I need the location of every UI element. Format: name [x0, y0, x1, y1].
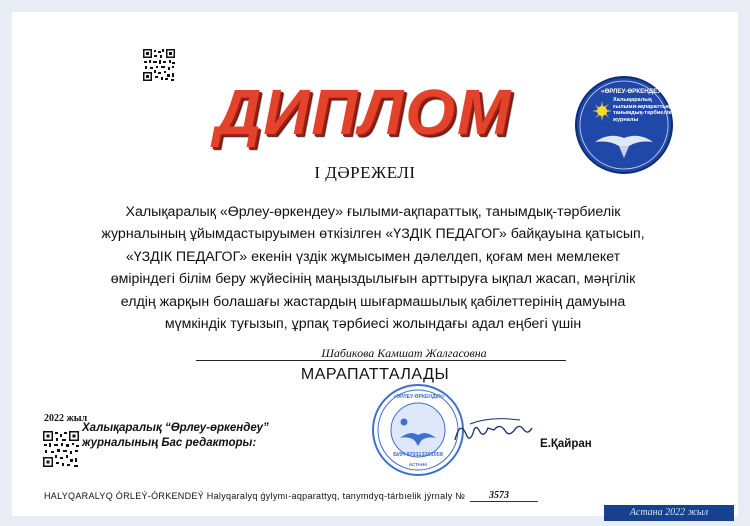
- body-line: мүмкіндік туғызып, ұрпақ тәрбиесі жолындағы адал еңбегі үшін: [164, 316, 582, 333]
- awarded-label: МАРАПАТТАЛАДЫ: [300, 366, 450, 383]
- frame-right: [738, 0, 750, 526]
- certificate-number-underline: [470, 501, 538, 502]
- frame-top: [0, 0, 750, 12]
- diploma-title: ДИПЛОМ: [215, 76, 513, 148]
- stamp-bottom-text: АСТАНА: [408, 462, 428, 467]
- body-line: өміріндегі білім беру жүйесінің маңыздылығын арттыруға ықпал жасап, мәңгілік: [110, 271, 636, 288]
- logo-line: журналы: [613, 116, 639, 123]
- qr-code-bottom: [42, 430, 80, 468]
- body-line: «ҮЗДІК ПЕДАГОГ» екенін үздік жұмысымен дәлелдеп, қоғам мен мемлекет: [125, 248, 621, 265]
- city-year-label: Астана 2022 жыл: [604, 505, 734, 521]
- body-line: Халықаралық «Өрлеу-өркендеу» ғылыми-ақпараттық, танымдық-тәрбиелік: [125, 204, 621, 220]
- body-line: елдің жарқын болашағы жастардың шығармашылық қабілеттерінің дамуына: [120, 293, 626, 310]
- journal-logo: [573, 74, 675, 176]
- stamp-bin: БИН 970113301058: [393, 452, 443, 458]
- signature: [450, 410, 535, 450]
- logo-top-text: «ӨРЛЕУ-ӨРКЕНДЕУ»: [601, 88, 665, 95]
- logo-lines: [613, 97, 673, 123]
- logo-line: ғылыми-ақпараттық: [613, 103, 670, 110]
- body-line: журналының ұйымдастыруымен өткізілген «ҮЗДІК ПЕДАГОГ» байқауына қатысып,: [101, 226, 645, 243]
- recipient-name: Шабикова Камшат Жалгасовна: [321, 346, 487, 360]
- certificate-number: 3573: [489, 490, 509, 501]
- editor-line: Халықаралық “Өрлеу-өркендеу”: [82, 422, 269, 434]
- stamp-top-text: «ӨРЛЕУ-ӨРКЕНДЕУ»: [393, 394, 445, 400]
- year-label: 2022 жыл: [44, 413, 88, 424]
- degree-label: І ДӘРЕЖЕЛІ: [314, 163, 416, 182]
- logo-line: Халықаралық: [613, 97, 652, 103]
- frame-left: [0, 0, 12, 526]
- editor-name: Е.Қайран: [540, 438, 592, 450]
- editor-line: журналының Бас редакторы:: [82, 437, 257, 449]
- logo-line: танымдық-тәрбиелік: [613, 110, 672, 117]
- recipient-underline: [196, 360, 566, 361]
- diploma-body-text: [88, 201, 658, 335]
- editor-title: [82, 421, 322, 451]
- journal-footer-text: HALYQARALYQ ÓRLEÝ-ÓRKENDEÝ Halyqaralyq ǵylymı-aqparattyq, tanymdyq-tárbıelik jýrnaly №: [44, 491, 466, 501]
- qr-code-top: [142, 48, 176, 82]
